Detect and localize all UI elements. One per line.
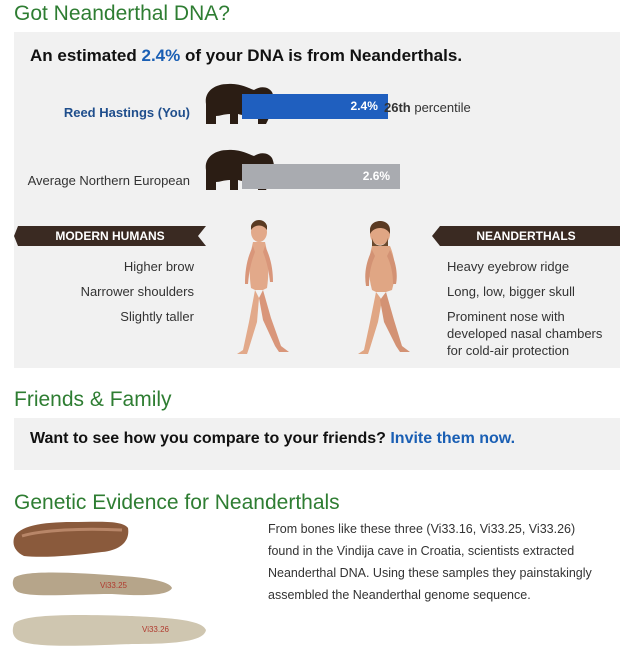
svg-text:Vi33.26: Vi33.26 [142,625,169,634]
bone-sample-vi33-16 [12,518,130,560]
genetic-evidence-text: From bones like these three (Vi33.16, Vi33.25, Vi33.26) found in the Vindija cave in Croatia, scientists extracted Neanderthal DNA. Using these samples they painstakingly assembled the Neanderthal genome sequence. [268,522,592,602]
modern-trait: Higher brow [123,259,194,274]
dna-summary: An estimated 2.4% of your DNA is from Neanderthals. [30,46,463,65]
svg-text:Vi33.25: Vi33.25 [100,581,127,590]
invite-friends-link[interactable]: Invite them now. [390,430,516,447]
user-percentile: 26th percentile [384,100,471,115]
modern-human-illustration [219,218,299,358]
user-name-label: Reed Hastings (You) [63,105,190,120]
average-name-label: Average Northern European [27,173,190,188]
friends-panel [14,418,620,470]
neanderthal-illustration [344,218,424,358]
user-dna-bar: 2.4% [242,94,388,119]
bone-sample-vi33-26 [12,610,208,650]
section-title-genetic-evidence: Genetic Evidence for Neanderthals [14,491,340,514]
section-title-friends-family: Friends & Family [14,388,172,411]
summary-percent: 2.4% [141,46,181,65]
neanderthal-panel [14,32,620,368]
modern-trait: Slightly taller [120,309,194,324]
modern-trait: Narrower shoulders [80,284,194,299]
bone-sample-vi33-25 [12,568,174,600]
neanderthal-trait: Prominent nose with developed nasal chambers for cold-air protection [447,309,603,358]
neanderthal-trait: Long, low, bigger skull [447,284,575,299]
friends-prompt: Want to see how you compare to your friends? Invite them now. [30,430,516,447]
section-title-neanderthal-dna: Got Neanderthal DNA? [14,2,230,25]
average-dna-bar: 2.6% [242,164,400,189]
neanderthal-trait: Heavy eyebrow ridge [447,259,570,274]
modern-humans-banner: MODERN HUMANS [55,229,165,243]
neanderthals-banner: NEANDERTHALS [476,229,576,243]
